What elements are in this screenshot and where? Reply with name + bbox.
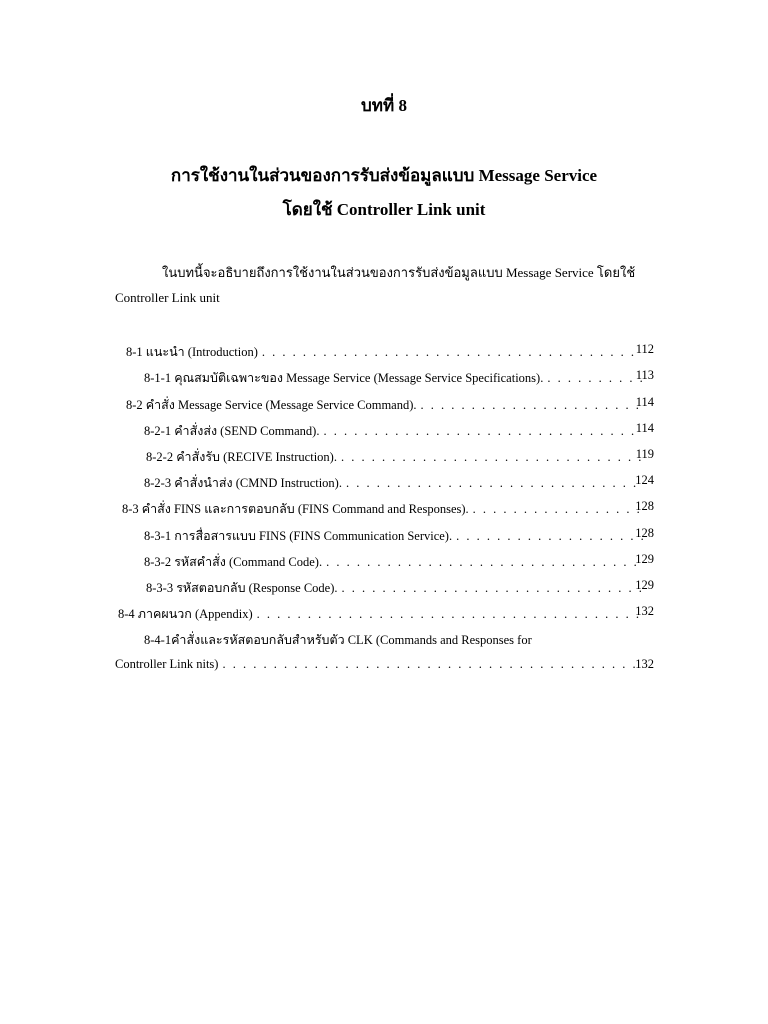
toc-leader-dots — [323, 424, 640, 439]
toc-leader-dots — [262, 345, 639, 360]
toc-leader-dots — [257, 607, 639, 622]
toc-entry-label: 8-1-1 คุณสมบัติเฉพาะของ Message Service (Message Service Specifications). — [144, 371, 544, 385]
toc-leader-dots — [473, 502, 645, 517]
toc-entry-label: Controller Link nits) — [115, 657, 219, 671]
toc-leader-dots — [421, 398, 644, 413]
toc-page-number: 132 — [635, 604, 654, 618]
toc-entry-label: 8-1 แนะนำ (Introduction) — [126, 345, 258, 359]
toc-row — [122, 499, 654, 519]
toc-leader-dots — [222, 657, 637, 672]
toc-entry-label: 8-3-1 การสื่อสารแบบ FINS (FINS Communication Service). — [144, 529, 453, 543]
toc-row — [144, 526, 654, 546]
intro-paragraph-line1: ในบทนี้จะอธิบายถึงการใช้งานในส่วนของการรับส่งข้อมูลแบบ Message Service โดยใช้ — [162, 265, 636, 280]
toc-leader-dots — [342, 581, 642, 596]
chapter-title-line2: โดยใช้ Controller Link unit — [282, 200, 486, 219]
toc-row — [118, 604, 654, 624]
toc-row — [144, 421, 654, 441]
toc-page-number: 124 — [635, 473, 654, 487]
toc-row — [144, 473, 654, 493]
toc-row — [144, 368, 654, 388]
toc-entry-label: 8-4-1คำสั่งและรหัสตอบกลับสำหรับตัว CLK (Commands and Responses for — [144, 633, 532, 647]
toc-leader-dots — [326, 555, 641, 570]
toc-page-number: 129 — [635, 552, 654, 566]
chapter-heading: บทที่ 8 — [361, 96, 407, 115]
toc-row — [144, 552, 654, 572]
toc-entry-label: 8-3 คำสั่ง FINS และการตอบกลับ (FINS Command and Responses). — [122, 502, 469, 516]
toc-row — [126, 395, 654, 415]
toc-entry-label: 8-2 คำสั่ง Message Service (Message Service Command). — [126, 398, 417, 412]
toc-leader-dots — [346, 476, 641, 491]
toc-entry-label: 8-3-2 รหัสคำสั่ง (Command Code). — [144, 555, 323, 569]
toc-row — [146, 447, 654, 467]
toc-page-number: 114 — [635, 421, 654, 435]
toc-page-number: 112 — [635, 342, 654, 356]
toc-entry-label: 8-4 ภาคผนวก (Appendix) — [118, 607, 253, 621]
toc-row — [115, 657, 654, 677]
toc-page-number: 129 — [635, 578, 654, 592]
toc-leader-dots — [456, 529, 644, 544]
toc-entry-label: 8-2-1 คำสั่งส่ง (SEND Command). — [144, 424, 320, 438]
toc-page-number: 128 — [635, 526, 654, 540]
toc-page-number: 113 — [635, 368, 654, 382]
toc-entry-label: 8-2-3 คำสั่งนำส่ง (CMND Instruction). — [144, 476, 342, 490]
toc-page-number: 132 — [635, 657, 654, 671]
toc-row — [146, 578, 654, 598]
chapter-title-line1: การใช้งานในส่วนของการรับส่งข้อมูลแบบ Message Service — [170, 166, 598, 185]
intro-paragraph-line2: Controller Link unit — [115, 290, 220, 305]
toc-row — [126, 342, 654, 362]
toc-leader-dots — [547, 371, 647, 386]
toc-page-number: 128 — [635, 499, 654, 513]
toc-entry-label: 8-2-2 คำสั่งรับ (RECIVE Instruction). — [146, 450, 337, 464]
toc-entry-label: 8-3-3 รหัสตอบกลับ (Response Code). — [146, 581, 338, 595]
toc-leader-dots — [341, 450, 641, 465]
toc-page-number: 114 — [635, 395, 654, 409]
toc-page-number: 119 — [635, 447, 654, 461]
